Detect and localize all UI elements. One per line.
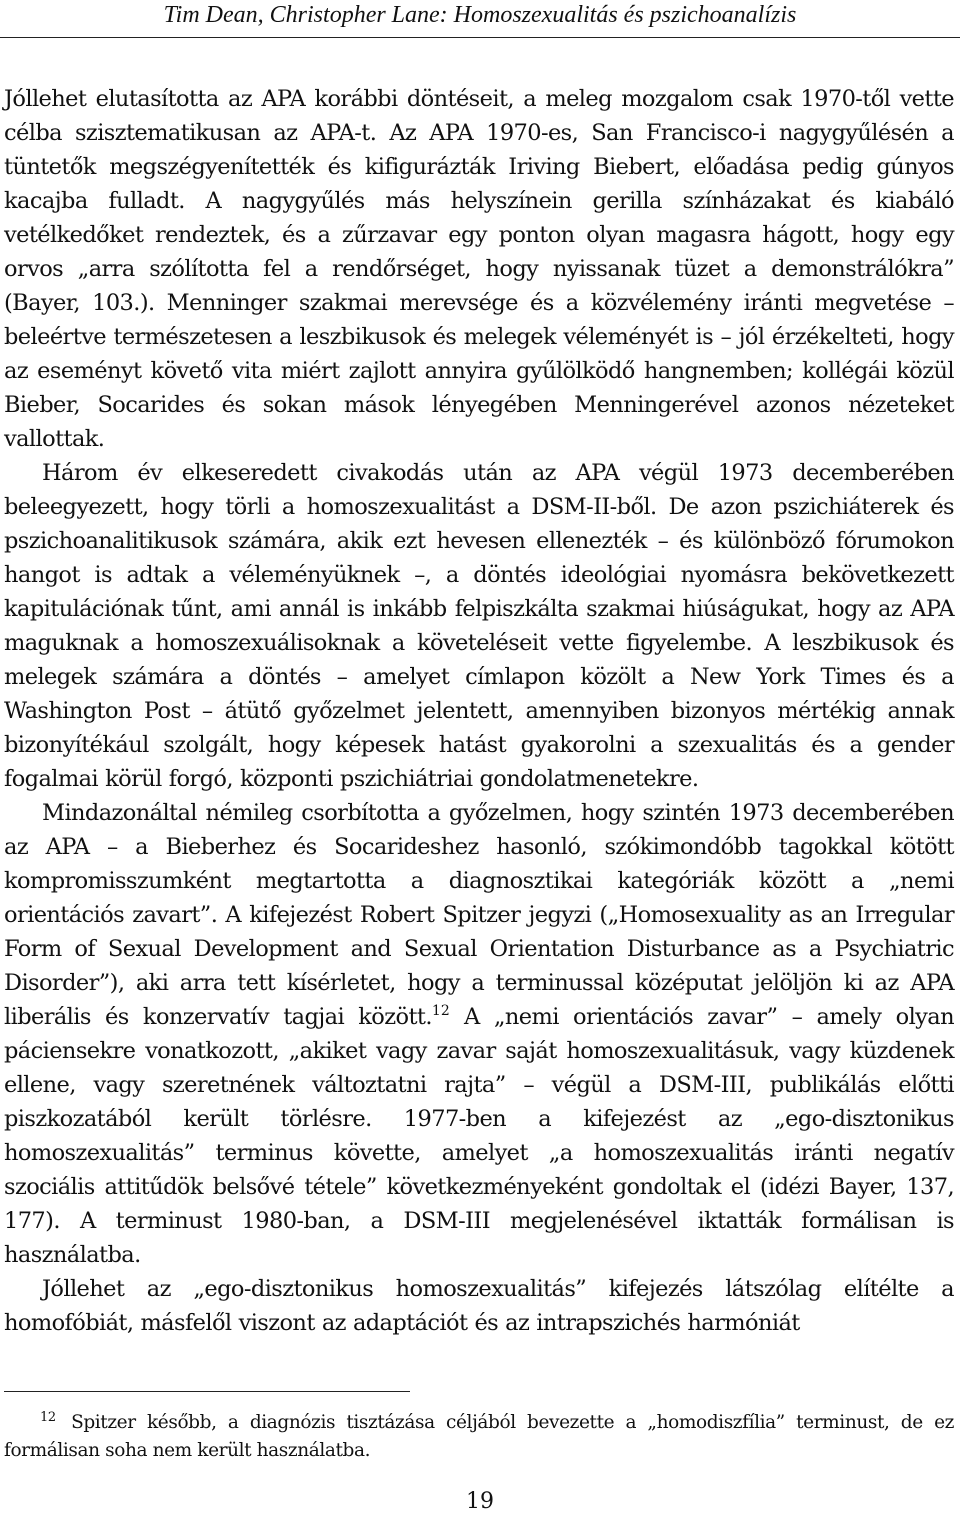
running-header: Tim Dean, Christopher Lane: Homoszexualitás és pszichoanalízis [163, 2, 797, 28]
paragraph-3-text-a: Mindazonáltal némileg csorbította a győzelmen, hogy szintén 1973 decemberében az APA – a Bieberhez és Socarideshez hasonló, szókimondóbb tagokkal kötött kompromisszumként megtartotta a diagnosztikai kategóriák között a „nemi orientációs zavart”. A kifejezést Robert Spitzer jegyzi („Homosexuality as an Irregular Form of Sexual Development and Sexual Orientation Disturbance as a Psychiatric Disorder”), aki arra tett kísérletet, hogy a terminussal középutat jelöljön ki az APA liberális és konzervatív tagjai között. [4, 800, 954, 1030]
paragraph-4: Jóllehet az „ego-disztonikus homoszexualitás” kifejezés látszólag elítélte a homofóbiát, másfelől viszont az adaptációt és az intrapszichés harmóniát [4, 1276, 954, 1336]
footnote-rule [4, 1391, 410, 1392]
main-text [4, 82, 954, 1340]
header-rule [0, 37, 960, 38]
paragraph-2: Három év elkeseredett civakodás után az APA végül 1973 decemberében beleegyezett, hogy törli a homoszexualitást a DSM-II-ből. De azon pszichiáterek és pszichoanalitikusok számára, akik ezt hevesen ellenezték – és különböző fórumokon hangot is adtak a véleményüknek –, a döntés ideológiai nyomásra bekövetkezett kapitulációnak tűnt, ami annál is inkább felpiszkálta szakmai hiúságukat, hogy az APA maguknak a homoszexuálisoknak a követeléseit vette figyelembe. A leszbikusok és melegek számára a döntés – amelyet címlapon közölt a New York Times és a Washington Post – átütő győzelmet jelentett, amennyiben bizonyos mértékig annak bizonyítékául szolgált, hogy képesek hatást gyakorolni a szexualitás és a gender fogalmai körül forgó, központi pszichiátriai gondolatmenetekre. [4, 460, 954, 792]
footnote-text: Spitzer később, a diagnózis tisztázása céljából bevezette a „homodiszfília” terminust, de ez formálisan soha nem került használatba. [4, 1412, 954, 1461]
paragraph-3 [4, 796, 954, 1272]
footnote-reference-12[interactable]: 12 [431, 1003, 450, 1019]
paragraph-3-text-b: A „nemi orientációs zavar” – amely olyan páciensekre vonatkozott, „akiket vagy zavar saját homoszexualitásuk, vagy küzdenek ellene, vagy szeretnének változtatni rajta” – végül a DSM-III, publikálás előtti piszkozatából került törlésre. 1977-ben a kifejezést az „ego-disztonikus homoszexualitás” terminus követte, amelyet „a homoszexualitás iránti negatív szociális attitűdök belsővé tétele” következményeként gondoltak el (idézi Bayer, 137, 177). A terminust 1980-ban, a DSM-III megjelenésével iktatták formálisan is használatba. [4, 1004, 954, 1268]
footnote-12 [4, 1409, 954, 1465]
page-number: 19 [466, 1489, 494, 1514]
footnote-number: 12 [40, 1410, 56, 1425]
paragraph-1: Jóllehet elutasította az APA korábbi döntéseit, a meleg mozgalom csak 1970-től vette célba szisztematikusan az APA-t. Az APA 1970-es, San Francisco-i nagygyűlésén a tüntetők megszégyenítették és kifigurázták Iriving Biebert, előadása pedig gúnyos kacajba fulladt. A nagygyűlés más helyszínein gerilla színházakat és kiabáló vetélkedőket rendeztek, és a zűrzavar egy ponton olyan magasra hágott, hogy egy orvos „arra szólította fel a rendőrséget, hogy nyissanak tüzet a demonstrálókra” (Bayer, 103.). Menninger szakmai merevsége és a közvélemény iránti megvetése – beleértve természetesen a leszbikusok és melegek véleményét is – jól érzékelteti, hogy az eseményt követő vita miért zajlott annyira gyűlölködő hangnemben; kollégái közül Bieber, Socarides és sokan mások lényegében Menningerével azonos nézeteket vallottak. [4, 86, 954, 452]
